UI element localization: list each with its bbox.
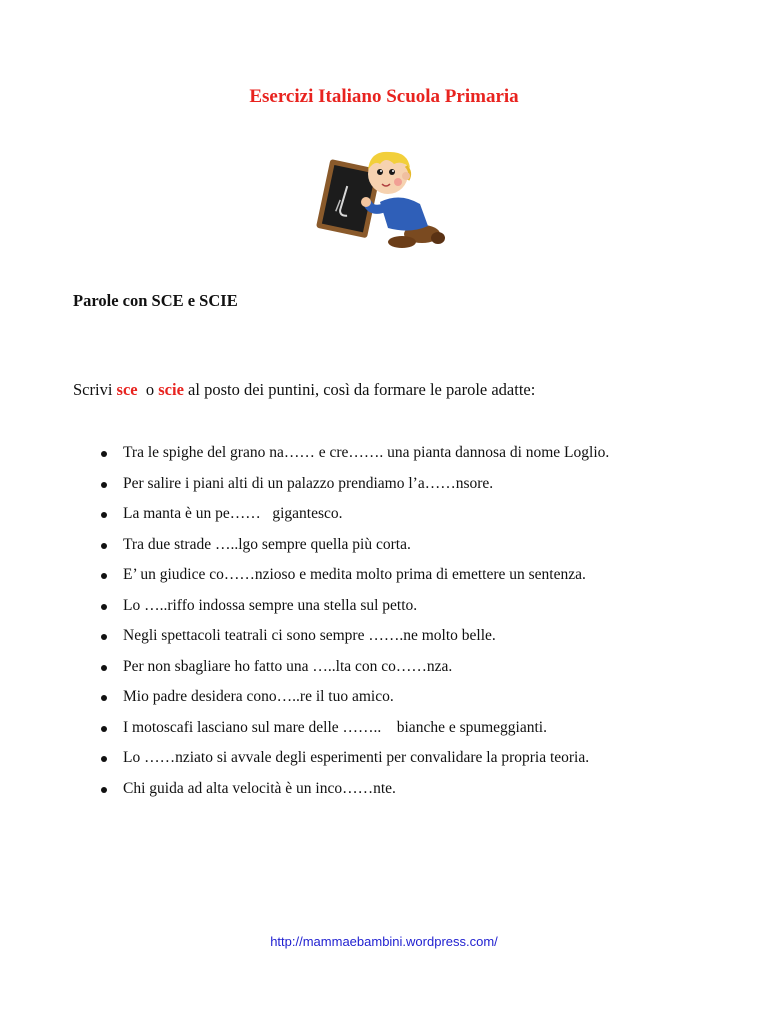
footer-link-text[interactable]: http://mammaebambini.wordpress.com/ — [270, 934, 498, 949]
exercise-text: Negli spettacoli teatrali ci sono sempre …….ne molto belle. — [123, 627, 496, 644]
bullet-icon — [101, 787, 107, 793]
list-item — [73, 560, 693, 591]
list-item — [73, 713, 693, 744]
instruction-suffix: al posto dei puntini, così da formare le parole adatte: — [183, 380, 536, 399]
bullet-icon — [101, 695, 107, 701]
bullet-icon — [101, 634, 107, 640]
exercise-text: Per salire i piani alti di un palazzo prendiamo l’a……nsore. — [123, 474, 494, 492]
page-title: Esercizi Italiano Scuola Primaria — [249, 86, 519, 107]
list-item — [73, 621, 693, 652]
section-heading: Parole con SCE e SCIE — [73, 291, 238, 310]
list-item — [73, 682, 693, 713]
exercise-text: Mio padre desidera cono…..re il tuo amico. — [123, 688, 394, 705]
list-item — [73, 469, 693, 500]
instruction-middle: o — [137, 380, 159, 399]
exercise-text: Tra le spighe del grano na…… e cre……. una pianta dannosa di nome Loglio. — [123, 444, 610, 461]
instruction-text — [73, 380, 535, 400]
keyword-sce: sce — [116, 380, 138, 399]
exercise-text: Chi guida ad alta velocità è un inco……nte. — [123, 779, 396, 797]
exercise-text: La manta è un pe…… gigantesco. — [123, 505, 343, 522]
exercise-text: Tra due strade …..lgo sempre quella più corta. — [123, 535, 411, 553]
exercise-text: Per non sbagliare ho fatto una …..lta con co……nza. — [123, 657, 453, 675]
bullet-icon — [101, 604, 107, 610]
exercise-text: Lo …..riffo indossa sempre una stella sul petto. — [123, 596, 418, 614]
bullet-icon — [101, 573, 107, 579]
list-item — [73, 652, 693, 683]
exercise-text: E’ un giudice co……nzioso e medita molto prima di emettere un sentenza. — [123, 566, 586, 583]
list-item — [73, 438, 693, 469]
bullet-icon — [101, 451, 107, 457]
bullet-icon — [101, 756, 107, 762]
list-item — [73, 499, 693, 530]
bullet-icon — [101, 512, 107, 518]
keyword-scie: scie — [158, 380, 184, 399]
bullet-icon — [101, 482, 107, 488]
bullet-icon — [101, 665, 107, 671]
bullet-icon — [101, 726, 107, 732]
list-item — [73, 530, 693, 561]
child-with-chalkboard-illustration — [310, 142, 450, 252]
instruction-prefix: Scrivi — [73, 380, 117, 399]
exercise-text: Lo ……nziato si avvale degli esperimenti per convalidare la propria teoria. — [123, 749, 590, 766]
exercise-list — [73, 438, 693, 804]
footer-link[interactable] — [0, 934, 768, 949]
list-item — [73, 774, 693, 805]
list-item — [73, 591, 693, 622]
exercise-text: I motoscafi lasciano sul mare delle …….. bianche e spumeggianti. — [123, 718, 547, 736]
bullet-icon — [101, 543, 107, 549]
list-item — [73, 743, 693, 774]
